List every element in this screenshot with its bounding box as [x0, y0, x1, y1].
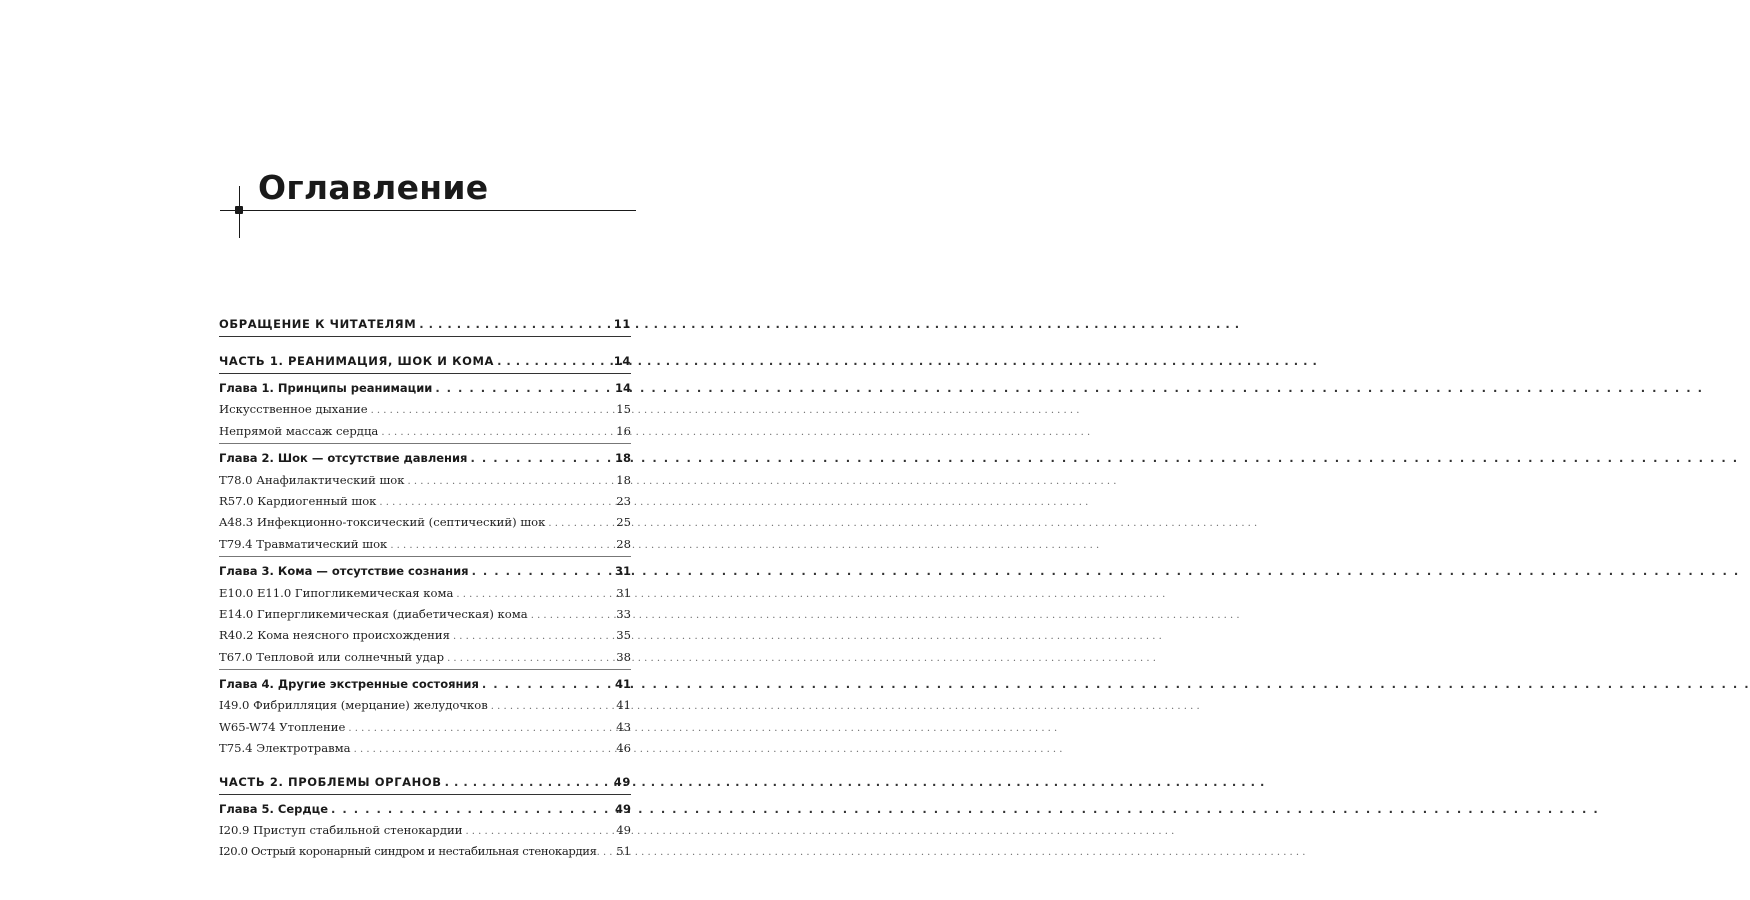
toc-label: E10.0 E11.0 Гипогликемическая кома — [219, 585, 454, 600]
toc-page-number: 41 — [614, 677, 631, 692]
dot-leader — [453, 626, 613, 647]
toc-label: Искусственное дыхание — [219, 402, 368, 417]
toc-page-number: 51 — [616, 844, 631, 859]
dot-leader — [354, 739, 614, 760]
toc-label: Глава 1. Принципы реанимации — [219, 381, 433, 395]
dot-leader — [447, 648, 613, 669]
toc-entry-item[interactable] — [219, 695, 631, 716]
dot-leader — [435, 378, 612, 399]
dot-leader — [390, 535, 613, 556]
toc-page-number: 15 — [616, 402, 631, 417]
dot-leader — [548, 513, 613, 534]
toc-label: Глава 3. Кома — отсутствие сознания — [219, 564, 469, 579]
section-divider — [219, 794, 631, 795]
dot-leader — [331, 799, 612, 820]
toc-entry-item[interactable] — [219, 604, 631, 625]
table-of-contents — [219, 313, 631, 863]
dot-leader — [456, 584, 613, 605]
toc-page-number: 23 — [616, 493, 631, 508]
dot-leader — [491, 696, 613, 717]
toc-page-number: 33 — [616, 606, 631, 621]
toc-page-number: 31 — [614, 564, 631, 579]
dot-leader — [419, 313, 610, 335]
toc-page-number: 41 — [616, 698, 631, 713]
toc-label: ЧАСТЬ 1. РЕАНИМАЦИЯ, ШОК И КОМА — [219, 354, 495, 368]
heading-block — [220, 168, 636, 238]
toc-entry-item[interactable] — [219, 841, 631, 862]
toc-page-number: 35 — [616, 628, 631, 643]
chapter-divider — [219, 556, 631, 557]
toc-label: R40.2 Кома неясного происхождения — [219, 628, 450, 643]
toc-page-number: 18 — [614, 451, 631, 466]
toc-label: T79.4 Травматический шок — [219, 536, 388, 551]
toc-label: Глава 2. Шок — отсутствие давления — [219, 451, 468, 466]
dot-leader — [482, 674, 612, 695]
dot-leader — [445, 771, 611, 793]
toc-page-number: 11 — [613, 317, 631, 331]
toc-page-number: 25 — [616, 515, 631, 530]
toc-page-number: 16 — [616, 423, 631, 438]
dot-leader — [470, 448, 612, 469]
toc-label: T75.4 Электротравма — [219, 741, 351, 756]
toc-label: A48.3 Инфекционно-токсический (септический) шок — [219, 515, 546, 530]
toc-label: E14.0 Гипергликемическая (диабетическая) кома — [219, 606, 528, 621]
toc-page-number: 18 — [616, 472, 631, 487]
toc-label: ЧАСТЬ 2. ПРОБЛЕМЫ ОРГАНОВ — [219, 774, 442, 789]
dot-leader — [381, 422, 613, 443]
toc-label: Непрямой массаж сердца — [219, 423, 379, 438]
toc-label: Глава 5. Сердце — [219, 801, 329, 816]
toc-entry-chapter-1[interactable] — [219, 378, 631, 399]
toc-entry-item[interactable] — [219, 470, 631, 491]
toc-entry-item[interactable] — [219, 717, 631, 738]
section-divider — [219, 336, 631, 337]
toc-page-number: 49 — [616, 823, 631, 838]
toc-label: W65-W74 Утопление — [219, 719, 346, 734]
dot-leader — [348, 718, 613, 739]
toc-entry-item[interactable] — [219, 512, 631, 533]
toc-label: Глава 4. Другие экстренные состояния — [219, 677, 479, 692]
toc-label: R57.0 Кардиогенный шок — [219, 493, 377, 508]
toc-entry-item[interactable] — [219, 820, 631, 841]
toc-entry-chapter-4[interactable] — [219, 674, 631, 695]
toc-entry-item[interactable] — [219, 583, 631, 604]
chapter-divider — [219, 443, 631, 444]
page-title: Оглавление — [258, 168, 489, 207]
toc-label: I49.0 Фибрилляция (мерцание) желудочков — [219, 698, 488, 713]
toc-label: I20.9 Приступ стабильной стенокардии — [219, 823, 463, 838]
toc-entry-item[interactable] — [219, 534, 631, 555]
toc-page-number: 31 — [616, 585, 631, 600]
toc-entry-item[interactable] — [219, 421, 631, 442]
dot-leader — [597, 842, 617, 863]
toc-label: T78.0 Анафилактический шок — [219, 472, 405, 487]
toc-entry-part-2[interactable] — [219, 771, 631, 793]
toc-entry-item[interactable] — [219, 647, 631, 668]
toc-label: T67.0 Тепловой или солнечный удар — [219, 649, 445, 664]
toc-page-number: 14 — [613, 354, 631, 368]
toc-page-number: 38 — [616, 649, 631, 664]
toc-page-number: 28 — [616, 536, 631, 551]
toc-entry-part-1[interactable] — [219, 350, 631, 372]
dot-leader — [465, 821, 613, 842]
section-divider — [219, 373, 631, 374]
toc-entry-chapter-3[interactable] — [219, 561, 631, 582]
chapter-divider — [219, 669, 631, 670]
toc-entry-chapter-2[interactable] — [219, 448, 631, 469]
toc-entry-item[interactable] — [219, 625, 631, 646]
dot-leader — [497, 350, 611, 372]
dot-leader — [408, 471, 614, 492]
toc-page-number: 14 — [614, 381, 631, 395]
toc-page-number: 43 — [616, 719, 631, 734]
toc-entry-item[interactable] — [219, 399, 631, 420]
dot-leader — [371, 400, 614, 421]
dot-leader — [472, 561, 612, 582]
heading-rule — [220, 210, 636, 211]
toc-label: I20.0 Острый коронарный синдром и нестабильная стенокардия — [219, 844, 597, 859]
toc-label: ОБРАЩЕНИЕ К ЧИТАТЕЛЯМ — [219, 317, 417, 331]
toc-entry-item[interactable] — [219, 738, 631, 759]
dot-leader — [379, 492, 613, 513]
toc-entry-item[interactable] — [219, 491, 631, 512]
toc-page-number: 49 — [614, 801, 631, 816]
dot-leader — [531, 605, 614, 626]
toc-entry-preface[interactable] — [219, 313, 631, 335]
toc-entry-chapter-5[interactable] — [219, 799, 631, 820]
toc-page-number: 46 — [616, 741, 631, 756]
toc-page-number: 49 — [613, 774, 631, 789]
